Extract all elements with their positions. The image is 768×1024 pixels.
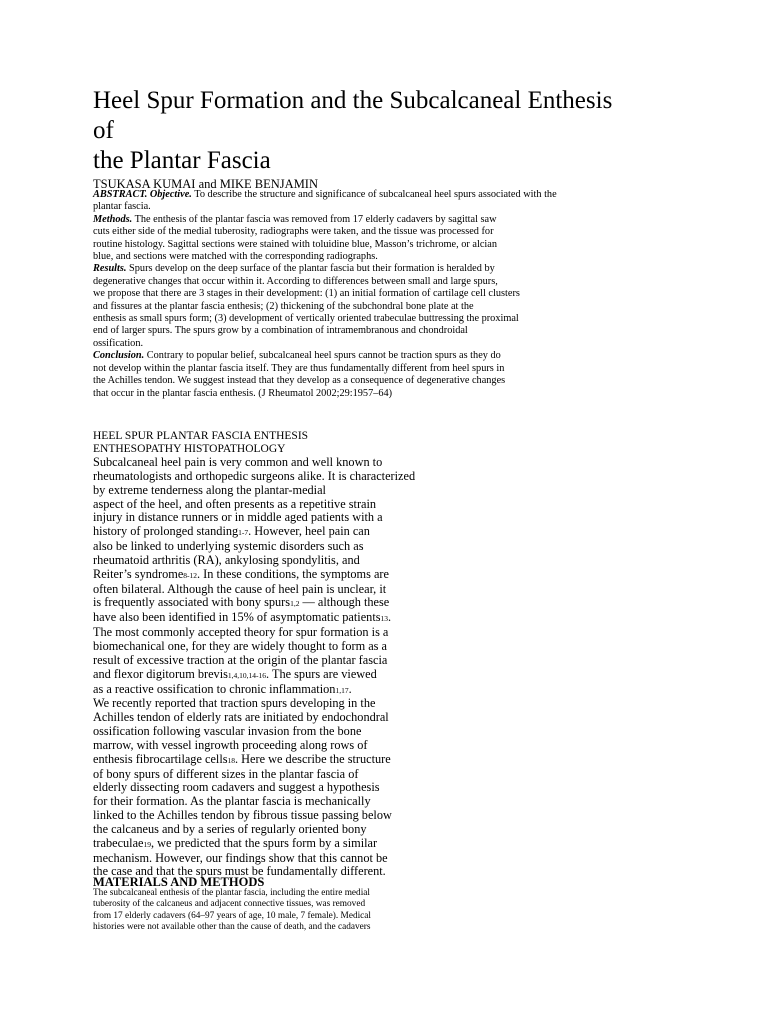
abstract-line: cuts either side of the medial tuberosity, radiographs were taken, and the tissue was processed for [93,226,494,238]
body-line: rheumatologists and orthopedic surgeons alike. It is characterized [93,468,416,483]
citation: 1,2 [290,599,300,609]
body-line: Subcalcaneal heel pain is very common and well known to [93,455,383,469]
abstract-line: end of larger spurs. The spurs grow by a combination of intramembranous and chondroidal [93,325,468,337]
abstract-line: ABSTRACT. Objective. To describe the structure and significance of subcalcaneal heel spurs associated with the [93,189,557,200]
body-line: injury in distance runners or in middle aged patients with a [93,510,383,525]
citation: 13 [380,614,389,624]
title-line-1: Heel Spur Formation and the Subcalcaneal Enthesis [93,87,613,114]
body-line: Reiter’s syndrome8-12. In these conditions, the symptoms are [93,566,389,581]
body-line: mechanism. However, our findings show that this cannot be [93,850,388,865]
citation: 8-12 [183,570,198,580]
abstract-line: blue, and sections were matched with the corresponding radiographs. [93,251,378,263]
citation: 19 [143,839,152,849]
materials-methods-text [93,888,433,933]
body-line: Achilles tendon of elderly rats are initiated by endochondral [93,710,389,725]
body-line: the calcaneus and by a series of regularly oriented bony [93,821,367,836]
body-line: is frequently associated with bony spurs1,2 — although these [93,595,390,610]
citation: 18 [227,755,236,765]
citation: 1,17 [335,685,349,695]
abstract-line: Methods. The enthesis of the plantar fascia was removed from 17 elderly cadavers by sagittal saw [93,213,497,225]
body-line: ossification following vascular invasion from the bone [93,724,362,739]
body-line: of bony spurs of different sizes in the plantar fascia of [93,766,359,781]
body-line: biomechanical one, for they are widely thought to form as a [93,638,388,653]
body-line: have also been identified in 15% of asymptomatic patients13. [93,610,392,625]
abstract-line: we propose that there are 3 stages in their development: (1) an initial formation of cartilage cell clusters [93,288,520,300]
body-line: often bilateral. Although the cause of heel pain is unclear, it [93,581,387,596]
materials-line: The subcalcaneal enthesis of the plantar fascia, including the entire medial [93,888,370,898]
body-line: linked to the Achilles tendon by fibrous tissue passing below [93,808,392,823]
results-label: Results. [93,263,127,275]
body-line: aspect of the heel, and often presents as a repetitive strain [93,496,377,511]
materials-line: histories were not available other than the cause of death, and the cadavers [93,921,371,932]
abstract-line: Conclusion. Contrary to popular belief, subcalcaneal heel spurs cannot be traction spurs as they do [93,350,501,362]
conclusion-label: Conclusion. [93,350,145,362]
abstract-line: Results. Spurs develop on the deep surface of the plantar fascia but their formation is heralded by [93,263,495,275]
abstract-line: enthesis as small spurs form; (3) development of vertically oriented trabeculae buttressing the proximal [93,313,519,325]
body-text [93,456,433,879]
body-line: as a reactive ossification to chronic inflammation1,17. [93,681,352,696]
body-line: and flexor digitorum brevis1,4,10,14-16. The spurs are viewed [93,666,377,681]
keywords [93,430,308,456]
body-line: also be linked to underlying systemic disorders such as [93,539,364,554]
abstract [93,189,633,400]
title-line-3: the Plantar Fascia [93,147,271,174]
abstract-label: ABSTRACT. Objective. [93,189,192,200]
body-line: result of excessive traction at the origin of the plantar fascia [93,652,388,667]
body-line: rheumatoid arthritis (RA), ankylosing spondylitis, and [93,552,360,567]
body-line: history of prolonged standing1-7. However, heel pain can [93,524,370,539]
body-line: for their formation. As the plantar fascia is mechanically [93,794,371,809]
author-list: TSUKASA KUMAI and MIKE BENJAMIN [93,177,318,191]
paper-title [93,86,733,176]
abstract-line: routine histology. Sagittal sections were stained with toluidine blue, Masson’s trichrome, or alcian [93,238,497,250]
keywords-line-1: HEEL SPUR PLANTAR FASCIA ENTHESIS [93,430,309,442]
abstract-line: degenerative changes that occur within it. According to differences between small and large spurs, [93,275,498,287]
body-line: the case and that the spurs must be fundamentally different. [93,864,386,879]
abstract-line: and fissures at the plantar fascia enthesis; (2) thickening of the subchondral bone plate at the [93,300,474,312]
body-line: trabeculae19, we predicted that the spurs form by a similar [93,835,378,850]
abstract-line: that occur in the plantar fascia enthesis. (J Rheumatol 2002;29:1957–64) [93,387,393,399]
abstract-line: plantar fascia. [93,201,151,213]
section-heading-materials-methods: MATERIALS AND METHODS [93,875,265,889]
body-line: The most commonly accepted theory for spur formation is a [93,625,389,640]
keywords-line-2: ENTHESOPATHY HISTOPATHOLOGY [93,443,286,455]
abstract-line: the Achilles tendon. We suggest instead that they develop as a consequence of degenerative changes [93,375,506,387]
body-line: by extreme tenderness along the plantar-medial [93,482,326,497]
body-line: elderly dissecting room cadavers and suggest a hypothesis [93,780,380,795]
methods-label: Methods. [93,213,133,225]
body-line: We recently reported that traction spurs developing in the [93,696,376,711]
materials-line: from 17 elderly cadavers (64–97 years of age, 10 male, 7 female). Medical [93,910,372,921]
body-line: marrow, with vessel ingrowth proceeding along rows of [93,737,368,752]
materials-line: tuberosity of the calcaneus and adjacent connective tissues, was removed [93,899,366,910]
citation: 1-7 [238,528,249,538]
abstract-line: ossification. [93,337,144,349]
abstract-line: not develop within the plantar fascia itself. They are thus fundamentally different from heel spurs in [93,362,505,374]
title-line-2: of [93,117,114,144]
body-line: enthesis fibrocartilage cells18. Here we describe the structure [93,751,391,766]
citation: 1,4,10,14-16 [227,670,267,680]
